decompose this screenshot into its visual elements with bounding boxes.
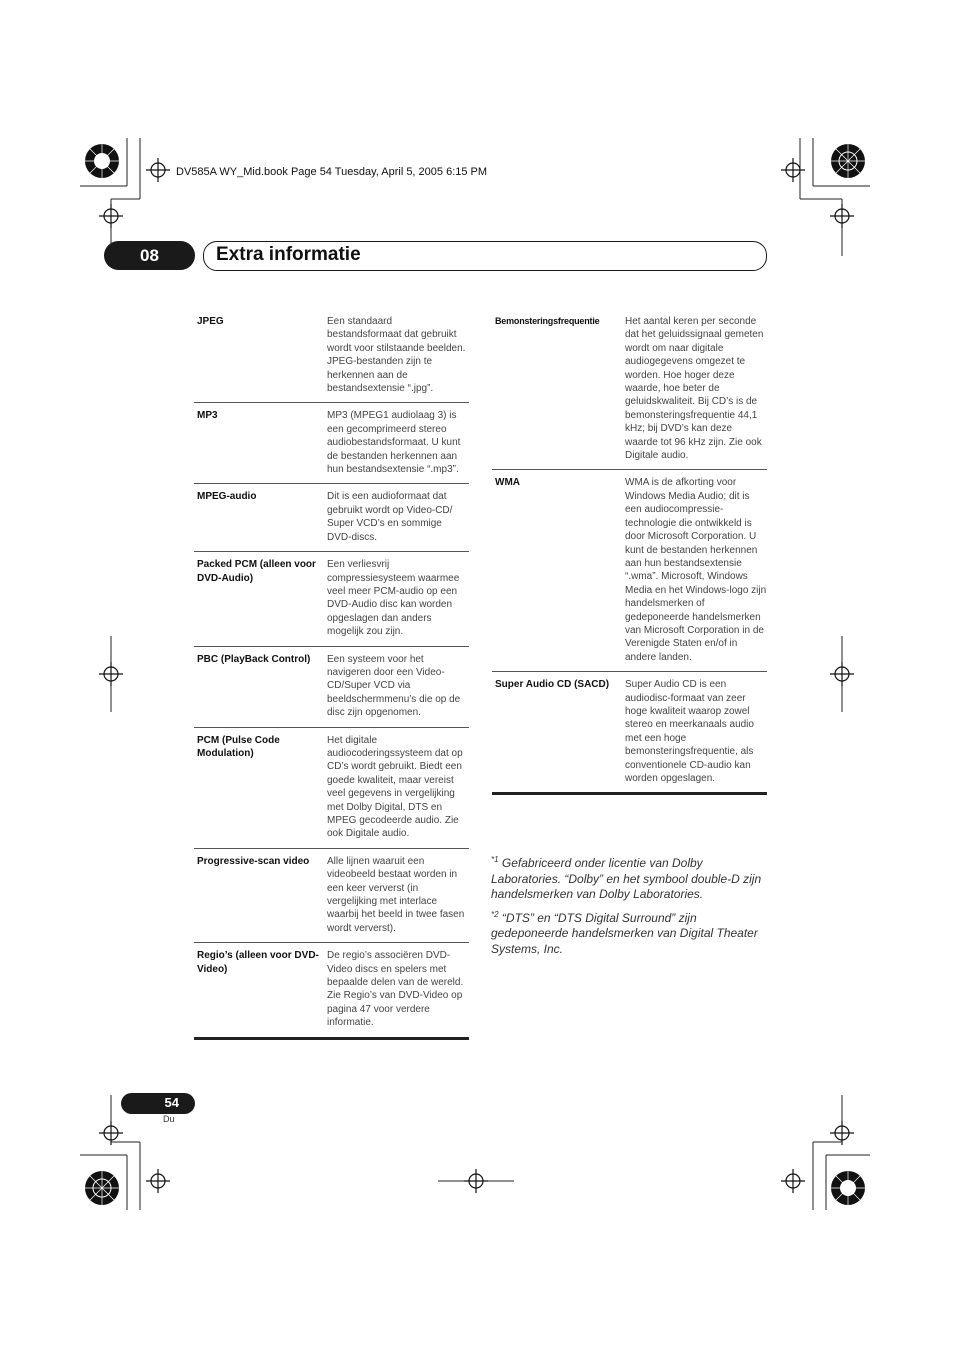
footnote	[491, 852, 766, 903]
glossary-entry	[194, 484, 469, 552]
glossary-definition: Het digitale audiocoderingssysteem dat op CD’s wordt gebruikt. Biedt een goede kwaliteit, maar vereist veel gegevens in vergelijking met Dolby Digital, DTS en MPEG gecodeerde audio. Zie ook Digitale audio.	[327, 734, 463, 840]
glossary-definition: Super Audio CD is een audiodisc-formaat van zeer hoge kwaliteit waarop zowel stereo en meerkanaals audio met een hoge bemonsteringsfrequentie, als conventionele CD-audio kan worden opgeslagen.	[625, 679, 754, 784]
chapter-title-box	[203, 241, 767, 271]
glossary-term: Regio’s (alleen voor DVD-Video)	[197, 950, 319, 975]
glossary-entry	[492, 672, 767, 795]
glossary-definition: Een standaard bestandsformaat dat gebruikt wordt voor stilstaande beelden. JPEG-bestanden zijn te herkennen aan de bestandsextensie “.jpg”.	[327, 316, 466, 395]
glossary-term: JPEG	[197, 316, 224, 327]
glossary-definition: Alle lijnen waaruit een videobeeld bestaat worden in een keer ververst (in vergelijking met interlace waarbij het beeld in twee fasen wordt ververst).	[327, 855, 465, 934]
chapter-title: Extra informatie	[216, 244, 361, 265]
footnote-text: Gefabriceerd onder licentie van Dolby Laboratories. “Dolby” en het symbool double-D zijn handelsmerken van Dolby Laboratories.	[491, 856, 762, 901]
glossary-term: MP3	[197, 410, 218, 422]
glossary-definition: MP3 (MPEG1 audiolaag 3) is een gecomprimeerd stereo audiobestandsformaat. U kunt de bestanden herkennen aan hun bestandsextensie “.mp3”.	[327, 410, 461, 476]
print-header: DV585A WY_Mid.book Page 54 Tuesday, April 5, 2005 6:15 PM	[176, 166, 488, 178]
glossary-definition: Het aantal keren per seconde dat het geluidssignaal gemeten wordt om naar digitale audiogegevens omgezet te worden. Hoe hoger deze waarde, hoe beter de geluidskwaliteit. Bij CD’s is de bemonsteringsfrequentie 44,1 kHz; bij DVD’s kan deze waarde tot 96 kHz zijn. Zie ook Digitale audio.	[625, 316, 764, 462]
footnote	[491, 907, 766, 958]
glossary-definition: Een systeem voor het navigeren door een Video-CD/Super VCD via beeldschermmenu’s die op de disc zijn opgenomen.	[327, 653, 461, 719]
glossary-definition: Een verliesvrij compressiesysteem waarmee veel meer PCM-audio op een DVD-Audio disc kan worden opgeslagen dan anders mogelijk zou zijn.	[327, 559, 460, 638]
glossary-entry	[194, 728, 469, 849]
page-number-badge	[121, 1093, 195, 1114]
glossary-left	[194, 309, 469, 1040]
glossary-term: WMA	[495, 477, 520, 489]
glossary-entry	[194, 647, 469, 728]
glossary-definition: WMA is de afkorting voor Windows Media Audio; dit is een audiocompressie-technologie die ontwikkeld is door Microsoft Corporation. U kunt de bestanden herkennen aan hun bestandsextensie “.wma”. Microsoft, Windows Media en het Windows-logo zijn handelsmerken of gedeponeerde handelsmerken van Microsoft Corporation in de Verenigde Staten en/of in andere landen.	[625, 477, 767, 663]
glossary-entry	[492, 309, 767, 470]
glossary-term: Packed PCM (alleen voor DVD-Audio)	[197, 559, 316, 584]
glossary-right	[492, 309, 767, 795]
glossary-entry	[492, 470, 767, 672]
page-number: 54	[164, 1095, 179, 1110]
glossary-entry	[194, 552, 469, 646]
glossary-entry	[194, 403, 469, 484]
footnote-marker: *1	[491, 855, 499, 864]
language-code: Du	[163, 1114, 175, 1124]
footnote-text: “DTS” en “DTS Digital Surround” zijn gedeponeerde handelsmerken van Digital Theater Systems, Inc.	[491, 910, 758, 956]
glossary-entry	[194, 943, 469, 1039]
glossary-definition: Dit is een audioformaat dat gebruikt wordt op Video-CD/ Super VCD’s en sommige DVD-discs.	[327, 491, 453, 543]
glossary-term: PBC (PlayBack Control)	[197, 653, 311, 665]
glossary-term: Progressive-scan video	[197, 855, 310, 867]
footnotes	[491, 852, 766, 961]
footnote-marker: *2	[491, 909, 499, 919]
glossary-term: Super Audio CD (SACD)	[495, 679, 610, 691]
glossary-entry	[194, 309, 469, 403]
glossary-term: PCM (Pulse Code Modulation)	[197, 734, 280, 759]
chapter-number: 08	[104, 241, 195, 270]
glossary-term: Bemonsteringsfrequentie	[495, 316, 600, 326]
glossary-term: MPEG-audio	[197, 491, 257, 503]
glossary-entry	[194, 849, 469, 943]
glossary-definition: De regio’s associëren DVD-Video discs en spelers met bepaalde delen van de wereld. Zie Regio’s van DVD-Video op pagina 47 voor verdere informatie.	[327, 950, 464, 1029]
